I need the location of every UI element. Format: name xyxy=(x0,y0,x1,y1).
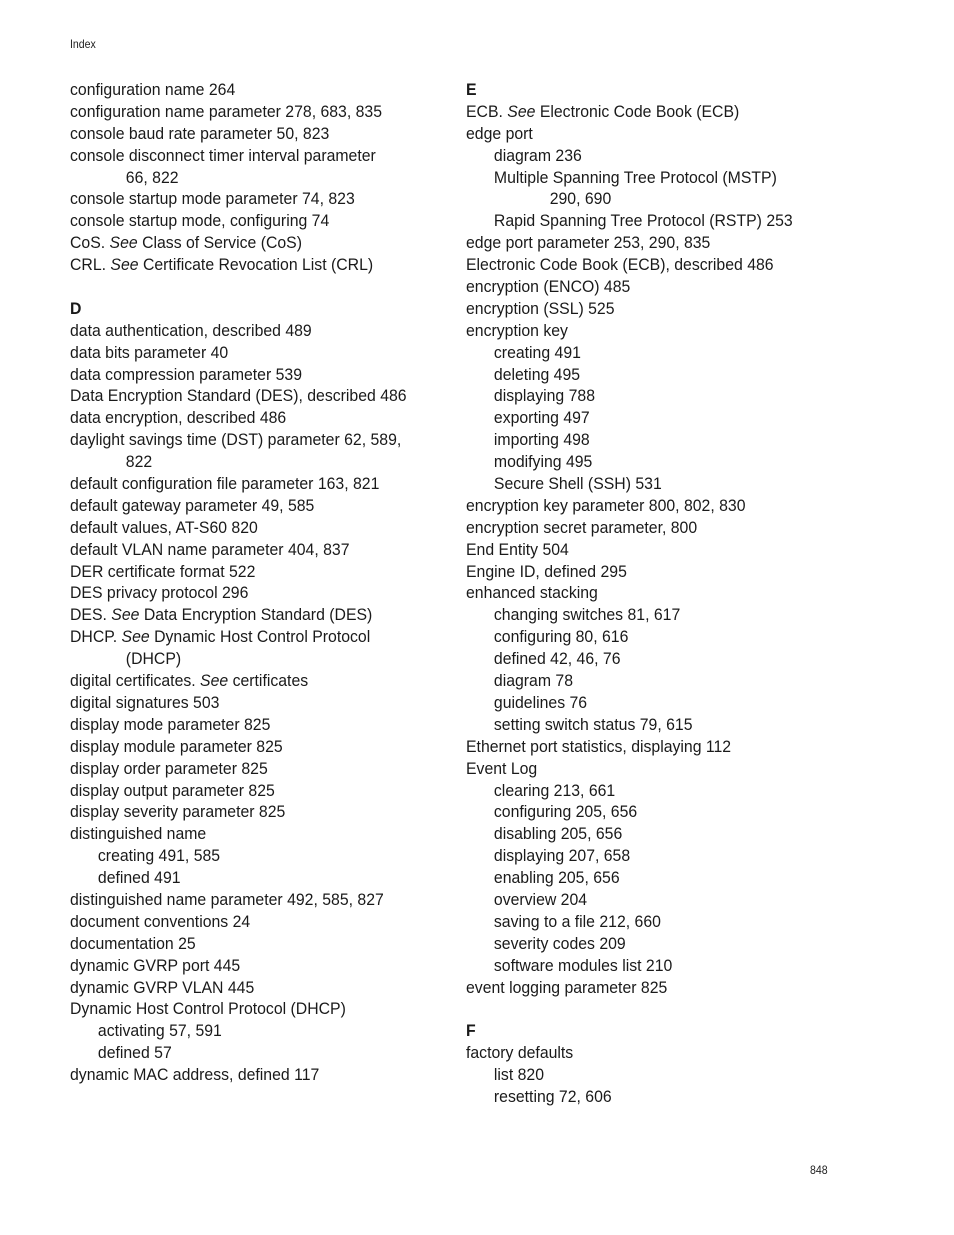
index-column-left xyxy=(70,79,455,1086)
index-subentry: overview 204 xyxy=(493,889,588,909)
index-entry: DER certificate format 522 xyxy=(70,561,256,581)
index-letter-heading: D xyxy=(70,298,82,318)
index-subentry: importing 498 xyxy=(493,430,590,450)
index-entry-continuation: 66, 822 xyxy=(125,167,179,187)
see-target: Dynamic Host Control Protocol xyxy=(149,627,371,647)
spacer xyxy=(466,998,857,1020)
index-entry: configuration name 264 xyxy=(70,80,236,99)
index-entry: configuration name parameter 278, 683, 835 xyxy=(70,101,383,121)
index-subentry: displaying 207, 658 xyxy=(493,846,631,866)
see-reference-marker: See xyxy=(109,233,138,253)
index-subentry: changing switches 81, 617 xyxy=(493,605,681,625)
index-entry: console startup mode, configuring 74 xyxy=(70,211,330,231)
see-target: Electronic Code Book (ECB) xyxy=(535,101,740,121)
index-entry-continuation: (DHCP) xyxy=(125,649,182,669)
index-subentry: setting switch status 79, 615 xyxy=(493,714,693,734)
page-number: 848 xyxy=(810,1163,828,1177)
index-entry: digital signatures 503 xyxy=(70,692,220,712)
index-entry: default values, AT-S60 820 xyxy=(70,517,258,537)
index-entry: console baud rate parameter 50, 823 xyxy=(70,123,330,143)
index-entry: encryption secret parameter, 800 xyxy=(466,517,698,537)
index-entry: daylight savings time (DST) parameter 62, 589, xyxy=(70,430,402,450)
index-entry: encryption (SSL) 525 xyxy=(466,298,615,318)
index-subentry: enabling 205, 656 xyxy=(493,868,620,888)
index-entry: data authentication, described 489 xyxy=(70,320,312,340)
index-subentry: Rapid Spanning Tree Protocol (RSTP) 253 xyxy=(493,211,793,231)
index-entry: edge port xyxy=(466,123,533,143)
index-entry: encryption key parameter 800, 802, 830 xyxy=(466,495,746,515)
index-entry: edge port parameter 253, 290, 835 xyxy=(466,233,711,253)
see-reference-marker: See xyxy=(121,627,150,647)
index-entry: default gateway parameter 49, 585 xyxy=(70,495,315,515)
index-entry: display output parameter 825 xyxy=(70,780,275,800)
index-entry: event logging parameter 825 xyxy=(466,977,668,997)
see-reference-marker: See xyxy=(111,605,140,625)
index-subentry-continuation: 290, 690 xyxy=(549,189,612,209)
index-entry-continuation: 822 xyxy=(125,452,153,472)
entry-term: DHCP. xyxy=(70,627,122,647)
index-subentry: exporting 497 xyxy=(493,408,590,428)
index-subentry: list 820 xyxy=(493,1065,545,1085)
index-entry: End Entity 504 xyxy=(466,539,569,559)
index-entry: default VLAN name parameter 404, 837 xyxy=(70,539,350,559)
index-letter-heading: F xyxy=(466,1021,476,1041)
index-entry: display module parameter 825 xyxy=(70,736,283,756)
index-subentry: software modules list 210 xyxy=(493,955,673,975)
index-subentry: resetting 72, 606 xyxy=(493,1086,612,1106)
index-entry: Dynamic Host Control Protocol (DHCP) xyxy=(70,999,346,1019)
index-entry: documentation 25 xyxy=(70,933,196,953)
see-target: certificates xyxy=(228,671,309,691)
see-reference-marker: See xyxy=(507,101,536,121)
index-cross-reference xyxy=(70,626,428,648)
index-entry: dynamic GVRP VLAN 445 xyxy=(70,977,255,997)
see-target: Class of Service (CoS) xyxy=(137,233,302,253)
index-subentry: diagram 236 xyxy=(493,145,582,165)
index-entry: Event Log xyxy=(466,758,538,778)
index-entry: dynamic MAC address, defined 117 xyxy=(70,1065,320,1085)
index-subentry: displaying 788 xyxy=(493,386,595,406)
index-entry: data encryption, described 486 xyxy=(70,408,287,428)
index-entry: Ethernet port statistics, displaying 112 xyxy=(466,736,732,756)
see-target: Certificate Revocation List (CRL) xyxy=(138,255,374,275)
see-reference-marker: See xyxy=(200,671,229,691)
index-subentry: defined 57 xyxy=(97,1043,172,1063)
index-subentry: disabling 205, 656 xyxy=(493,824,623,844)
index-entry: data bits parameter 40 xyxy=(70,342,229,362)
index-entry: display severity parameter 825 xyxy=(70,802,286,822)
see-reference-marker: See xyxy=(110,255,139,275)
index-subentry: creating 491 xyxy=(493,342,581,362)
index-cross-reference xyxy=(70,232,428,254)
entry-term: CRL. xyxy=(70,255,111,275)
index-subentry: clearing 213, 661 xyxy=(493,780,616,800)
index-entry: encryption key xyxy=(466,320,568,340)
index-subentry: Multiple Spanning Tree Protocol (MSTP) xyxy=(493,167,777,187)
spacer xyxy=(70,276,428,298)
index-subentry: configuring 205, 656 xyxy=(493,802,638,822)
index-subentry: guidelines 76 xyxy=(493,692,588,712)
index-entry: enhanced stacking xyxy=(466,583,598,603)
index-subentry: configuring 80, 616 xyxy=(493,627,629,647)
index-entry: dynamic GVRP port 445 xyxy=(70,955,241,975)
index-entry: factory defaults xyxy=(466,1043,574,1063)
see-target: Data Encryption Standard (DES) xyxy=(139,605,373,625)
index-subentry: saving to a file 212, 660 xyxy=(493,911,661,931)
index-entry: document conventions 24 xyxy=(70,911,251,931)
index-cross-reference xyxy=(70,604,428,626)
index-entry: display mode parameter 825 xyxy=(70,714,271,734)
entry-term: ECB. xyxy=(466,101,508,121)
index-subentry: defined 42, 46, 76 xyxy=(493,649,621,669)
index-subentry: severity codes 209 xyxy=(493,933,626,953)
entry-term: CoS. xyxy=(70,233,110,253)
index-entry: encryption (ENCO) 485 xyxy=(466,277,631,297)
index-subentry: defined 491 xyxy=(97,868,181,888)
running-head: Index xyxy=(70,37,96,51)
index-subentry: deleting 495 xyxy=(493,364,581,384)
index-entry: console disconnect timer interval parameter xyxy=(70,145,376,165)
index-entry: default configuration file parameter 163, 821 xyxy=(70,474,380,494)
index-subentry: creating 491, 585 xyxy=(97,846,221,866)
index-cross-reference xyxy=(466,101,857,123)
index-entry: distinguished name parameter 492, 585, 827 xyxy=(70,889,384,909)
index-subentry: modifying 495 xyxy=(493,452,593,472)
index-subentry: diagram 78 xyxy=(493,671,574,691)
index-entry: DES privacy protocol 296 xyxy=(70,583,249,603)
index-entry: Data Encryption Standard (DES), described 486 xyxy=(70,386,407,406)
index-entry: Engine ID, defined 295 xyxy=(466,561,627,581)
index-letter-heading: E xyxy=(466,80,477,99)
index-subentry: Secure Shell (SSH) 531 xyxy=(493,474,662,494)
index-cross-reference xyxy=(70,254,428,276)
index-entry: Electronic Code Book (ECB), described 486 xyxy=(466,255,774,275)
index-cross-reference xyxy=(70,670,428,692)
index-entry: distinguished name xyxy=(70,824,207,844)
index-entry: display order parameter 825 xyxy=(70,758,268,778)
entry-term: digital certificates. xyxy=(70,671,201,691)
index-subentry: activating 57, 591 xyxy=(97,1021,222,1041)
index-column-right xyxy=(466,79,886,1108)
entry-term: DES. xyxy=(70,605,112,625)
index-entry: data compression parameter 539 xyxy=(70,364,303,384)
index-entry: console startup mode parameter 74, 823 xyxy=(70,189,355,209)
